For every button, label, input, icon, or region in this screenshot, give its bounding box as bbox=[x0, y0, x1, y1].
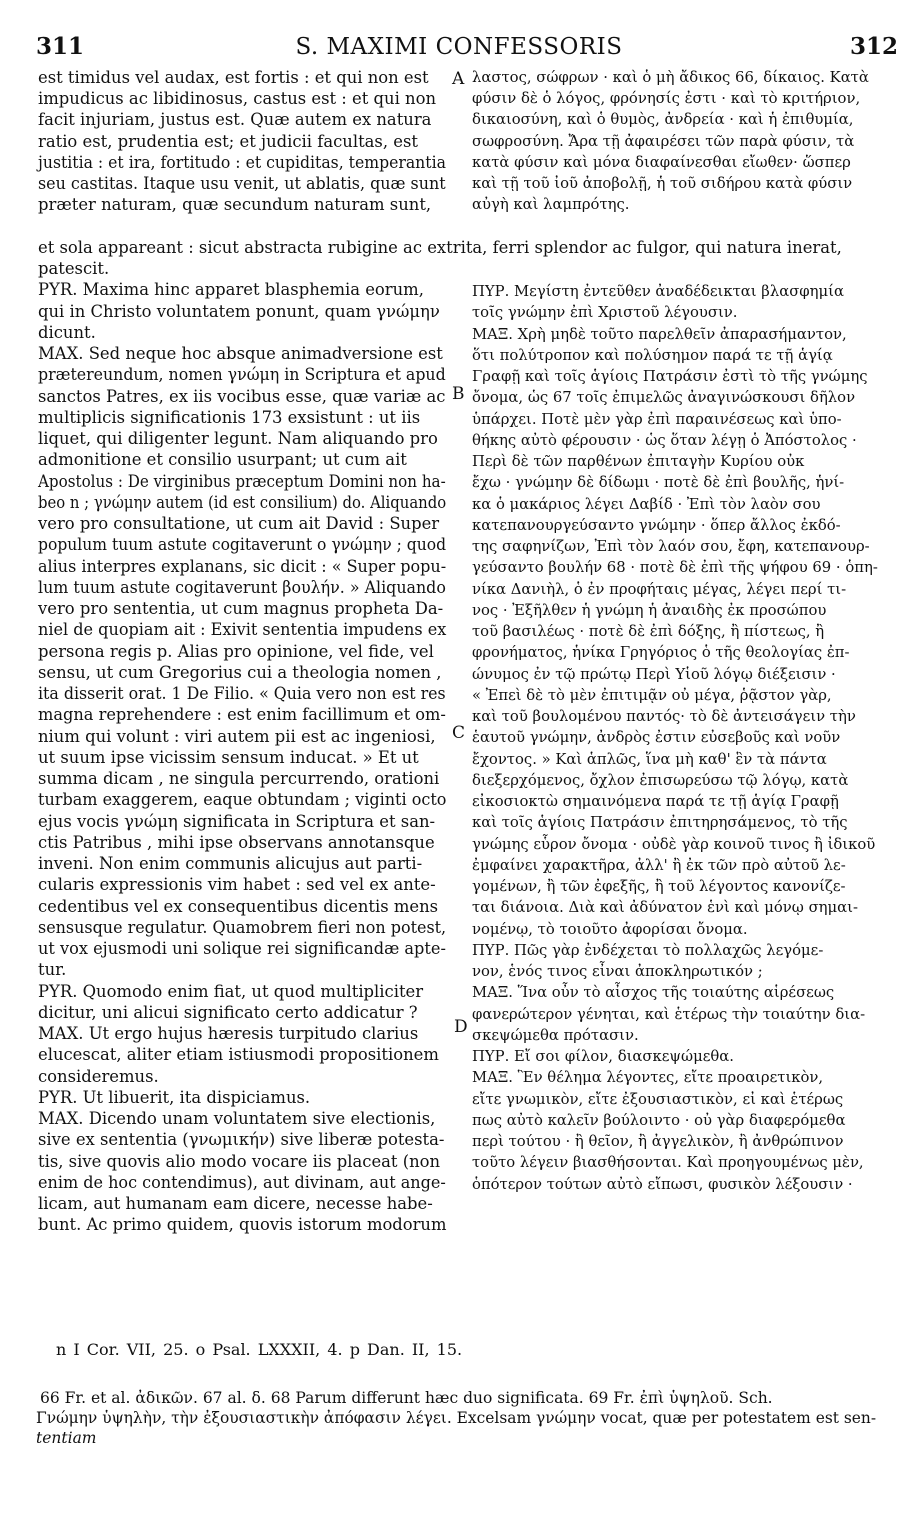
text-line: sensu, ut cum Gregorius cui a theologia nomen , bbox=[38, 662, 442, 682]
text-line: PYR. Ut libuerit, ita dispiciamus. bbox=[38, 1087, 311, 1107]
section-marker-b: B bbox=[452, 384, 465, 404]
text-line: tur. bbox=[38, 960, 67, 980]
text-line: sensusque regulatur. Quamobrem fieri non potest, bbox=[38, 917, 447, 937]
text-line: Γραφῇ καὶ τοῖς ἁγίοις Πατράσιν ἐστὶ τὸ τῆς γνώμης bbox=[472, 368, 868, 385]
text-line: θήκης αὐτὸ φέρουσιν · ὡς ὅταν λέγῃ ὁ Ἀπόστολος · bbox=[472, 431, 857, 449]
text-line: κα ὁ μακάριος λέγει Δαβίδ · Ἐπὶ τὸν λαὸν σου bbox=[472, 495, 821, 513]
text-line: populum tuum astute cogitaverunt o γνώμην ; quod bbox=[38, 535, 447, 555]
text-line: καὶ τοῖς ἁγίοις Πατράσιν ἐπιτηρησάμενος, τὸ τῆς bbox=[472, 814, 848, 832]
text-line: ita disserit orat. 1 De Filio. « Quia vero non est res bbox=[38, 684, 446, 703]
text-line: κατεπανουργεύσαντο γνώμην · ὅπερ ἄλλος ἐκδό- bbox=[472, 516, 841, 534]
text-line: patescit. bbox=[38, 259, 110, 278]
text-line: ὁπότερον τούτων αὐτὸ εἴπωσι, φυσικὸν λέξουσιν · bbox=[472, 1175, 853, 1193]
text-line: ἔχω · γνώμην δὲ δίδωμι · ποτὲ δὲ ἐπὶ βουλῆς, ἡνί- bbox=[472, 474, 845, 492]
text-line: ejus vocis γνώμη significata in Scriptura et san- bbox=[38, 811, 436, 831]
text-line: sanctos Patres, ex iis vocibus esse, quæ variæ ac bbox=[38, 386, 446, 406]
footnote-line: 66 Fr. et al. ἀδικῶν. 67 al. δ. 68 Parum differunt hæc duo significata. 69 Fr. ἐπὶ ὑψηλοῦ. Sch. bbox=[40, 1389, 773, 1407]
text-line: summa dicam , ne singula percurrendo, orationi bbox=[38, 769, 440, 788]
text-line: ὄνομα, ὡς 67 τοῖς ἐπιμελῶς ἀναγινώσκουσι δῆλον bbox=[472, 389, 856, 407]
text-line: dicunt. bbox=[38, 322, 96, 342]
text-line: PYR. Quomodo enim fiat, ut quod multipliciter bbox=[38, 981, 424, 1001]
text-line: vero pro consultatione, ut cum ait David : Super bbox=[38, 514, 440, 533]
text-line: qui in Christo voluntatem ponunt, quam γνώμην bbox=[38, 301, 440, 321]
text-line: ΜΑΞ. Ἓν θέλημα λέγοντες, εἴτε προαιρετικὸν, bbox=[472, 1069, 824, 1087]
running-title: S. MAXIMI CONFESSORIS bbox=[295, 34, 623, 60]
text-line: τοῦτο λέγειν βιασθήσονται. Καὶ προηγουμένως μὲν, bbox=[472, 1154, 864, 1172]
page-number-right: 312 bbox=[849, 33, 898, 60]
text-line: φρονήματος, ἡνίκα Γρηγόριος ὁ τῆς θεολογίας ἐπ- bbox=[472, 644, 850, 662]
text-line: ΜΑΞ. Ἵνα οὖν τὸ αἶσχος τῆς τοιαύτης αἱρέσεως bbox=[472, 984, 835, 1002]
text-line: est timidus vel audax, est fortis : et qui non est bbox=[38, 68, 429, 87]
text-line: turbam exaggerem, eaque obtundam ; viginti octo bbox=[38, 790, 447, 810]
section-marker-d: D bbox=[454, 1017, 468, 1037]
text-line: MAX. Dicendo unam voluntatem sive electionis, bbox=[38, 1109, 436, 1128]
text-line: beo n ; γνώμην autem (id est consilium) do. Aliquando bbox=[38, 492, 447, 512]
text-line: impudicus ac libidinosus, castus est : et qui non bbox=[38, 89, 437, 109]
text-line: γεύσαντο βουλήν 68 · ποτὲ δὲ ἐπὶ τῆς ψήφου 69 · ὁπη- bbox=[472, 559, 878, 577]
text-line: ut suum ipse vicissim sensum inducat. » Et ut bbox=[38, 747, 419, 767]
text-line: consideremus. bbox=[38, 1066, 159, 1086]
text-line: sive ex sententia (γνωμικήν) sive liberæ potesta- bbox=[38, 1130, 445, 1150]
text-line: τοῦ βασιλέως · ποτὲ δὲ ἐπὶ δόξης, ἢ πίστεως, ἢ bbox=[472, 623, 825, 640]
text-line: dicitur, uni alicui significato certo addicatur ? bbox=[38, 1002, 418, 1022]
text-line: licam, aut humanam eam dicere, necesse habe- bbox=[38, 1194, 433, 1213]
text-line: νον, ἑνός τινος εἶναι ἀποκληρωτικόν ; bbox=[472, 963, 763, 980]
text-line: σωφροσύνη. Ἄρα τῇ ἀφαιρέσει τῶν παρὰ φύσιν, τὰ bbox=[472, 132, 855, 150]
text-line: bunt. Ac primo quidem, quovis istorum modorum bbox=[38, 1215, 447, 1235]
text-line: prætereundum, nomen γνώμη in Scriptura et apud bbox=[38, 365, 446, 385]
text-line: multiplicis significationis 173 exsistunt : ut iis bbox=[38, 407, 421, 427]
text-line: persona regis p. Alias pro opinione, vel fide, vel bbox=[38, 641, 434, 661]
text-line: ΠΥΡ. Μεγίστη ἐντεῦθεν ἀναδέδεικται βλασφημία bbox=[472, 283, 844, 300]
footnote-line: tentiam bbox=[36, 1429, 97, 1447]
text-line: περὶ τούτου · ἢ θεῖον, ἢ ἀγγελικὸν, ἢ ἀνθρώπινον bbox=[472, 1133, 844, 1150]
text-line: seu castitas. Itaque usu venit, ut ablatis, quæ sunt bbox=[38, 174, 446, 193]
text-line: alius interpres explanans, sic dicit : « Super popu- bbox=[38, 556, 447, 576]
scripture-references: n I Cor. VII, 25. o Psal. LXXXII, 4. p Dan. II, 15. bbox=[56, 1340, 463, 1359]
text-line: præter naturam, quæ secundum naturam sunt, bbox=[38, 195, 432, 215]
text-line: νίκα Δανιὴλ, ὁ ἐν προφήταις μέγας, λέγει περί τι- bbox=[472, 580, 847, 598]
text-line: αὐγὴ καὶ λαμπρότης. bbox=[472, 196, 630, 214]
text-line: MAX. Sed neque hoc absque animadversione est bbox=[38, 344, 443, 363]
text-line: Apostolus : De virginibus præceptum Domini non ha- bbox=[38, 471, 446, 491]
text-line: εἴτε γνωμικὸν, εἴτε ἐξουσιαστικὸν, εἰ καὶ ἑτέρως bbox=[472, 1090, 844, 1108]
text-line: ΠΥΡ. Πῶς γὰρ ἐνδέχεται τὸ πολλαχῶς λεγόμε- bbox=[472, 941, 824, 959]
text-line: liquet, qui diligenter legunt. Nam aliquando pro bbox=[38, 429, 438, 448]
text-line: ἑαυτοῦ γνώμην, ἀνδρὸς ἐστιν εὐσεβοῦς καὶ νοῦν bbox=[472, 729, 841, 747]
text-line: Περὶ δὲ τῶν παρθένων ἐπιταγὴν Κυρίου οὐκ bbox=[472, 453, 805, 470]
text-line: δικαιοσύνη, καὶ ὁ θυμὸς, ἀνδρεία · καὶ ἡ ἐπιθυμία, bbox=[472, 111, 854, 129]
text-line: PYR. Maxima hinc apparet blasphemia eorum, bbox=[38, 280, 424, 300]
text-line: ratio est, prudentia est; et judicii facultas, est bbox=[38, 131, 418, 151]
text-line: cularis expressionis vim habet : sed vel ex ante- bbox=[38, 875, 436, 895]
text-line: καὶ τοῦ βουλομένου παντός· τὸ δὲ ἀντεισάγειν τὴν bbox=[472, 708, 856, 725]
section-marker-c: C bbox=[452, 723, 466, 743]
text-line: φύσιν δὲ ὁ λόγος, φρόνησίς ἐστι · καὶ τὸ κριτήριον, bbox=[472, 90, 861, 108]
page-number-left: 311 bbox=[36, 33, 85, 60]
text-line: ΠΥΡ. Εἴ σοι φίλον, διασκεψώμεθα. bbox=[472, 1048, 734, 1065]
text-line: magna reprehendere : est enim facillimum et om- bbox=[38, 705, 446, 725]
text-line: ctis Patribus , mihi ipse observans annotansque bbox=[38, 832, 435, 852]
text-line: ὅτι πολύτροπον καὶ πολύσημον παρά τε τῇ ἁγίᾳ bbox=[472, 346, 833, 364]
text-line: cedentibus vel ex consequentibus dicentis mens bbox=[38, 896, 439, 916]
section-marker-a: A bbox=[452, 69, 465, 89]
text-line: « Ἐπεὶ δὲ τὸ μὲν ἐπιτιμᾷν οὐ μέγα, ῥᾷστον γὰρ, bbox=[472, 686, 832, 704]
text-line: σκεψώμεθα πρότασιν. bbox=[472, 1026, 639, 1044]
text-line: elucescat, aliter etiam istiusmodi propositionem bbox=[38, 1045, 439, 1065]
text-line: καὶ τῇ τοῦ ἰοῦ ἀποβολῇ, ἡ τοῦ σιδήρου κατὰ φύσιν bbox=[472, 175, 853, 192]
text-line: admonitione et consilio usurpant; ut cum ait bbox=[38, 450, 407, 470]
text-line: ἔχοντος. » Καὶ ἁπλῶς, ἵνα μὴ καθ' ἓν τὰ πάντα bbox=[472, 750, 827, 768]
footnote-line: Γνώμην ὑψηλὴν, τὴν ἐξουσιαστικὴν ἀπόφασιν λέγει. Excelsam γνώμην vocat, quæ per potestatem est sen- bbox=[36, 1409, 877, 1427]
text-line: γομένων, ἢ τῶν ἐφεξῆς, ἢ τοῦ λέγοντος κανονίζε- bbox=[472, 878, 846, 895]
text-line: enim de hoc contendimus), aut divinam, aut ange- bbox=[38, 1172, 446, 1192]
text-line: facit injuriam, justus est. Quæ autem ex natura bbox=[38, 110, 432, 130]
text-line: ut vox ejusmodi uni solique rei significandæ apte- bbox=[38, 939, 446, 958]
text-line: inveni. Non enim communis alicujus aut parti- bbox=[38, 854, 423, 873]
text-line: τοῖς γνώμην ἐπὶ Χριστοῦ λέγουσιν. bbox=[472, 304, 738, 322]
text-line: γνώμης εὗρον ὄνομα · οὐδὲ γὰρ κοινοῦ τινος ἢ ἰδικοῦ bbox=[472, 835, 876, 853]
text-line: λαστος, σώφρων · καὶ ὁ μὴ ἄδικος 66, δίκαιος. Κατὰ bbox=[472, 69, 869, 86]
text-line: της σαφηνίζων, Ἐπὶ τὸν λαόν σου, ἔφη, κατεπανουρ- bbox=[472, 538, 870, 555]
text-line: MAX. Ut ergo hujus hæresis turpitudo clarius bbox=[38, 1024, 419, 1043]
text-line: διεξερχόμενος, ὄχλον ἐπισωρεύσω τῷ λόγῳ, κατὰ bbox=[472, 771, 849, 789]
text-line: justitia : et ira, fortitudo : et cupiditas, temperantia bbox=[38, 152, 446, 172]
text-line: ΜΑΞ. Χρὴ μηδὲ τοῦτο παρελθεῖν ἀπαρασήμαντον, bbox=[472, 325, 847, 343]
text-line: εἰκοσιοκτὼ σημαινόμενα παρά τε τῇ ἁγίᾳ Γραφῇ bbox=[472, 793, 839, 810]
text-line: lum tuum astute cogitaverunt βουλήν. » Aliquando bbox=[38, 577, 446, 597]
text-line: ὑπάρχει. Ποτὲ μὲν γὰρ ἐπὶ παραινέσεως καὶ ὑπο- bbox=[472, 410, 842, 428]
text-line: ἐμφαίνει χαρακτῆρα, ἀλλ' ἢ ἐκ τῶν πρὸ αὐτοῦ λε- bbox=[472, 856, 846, 874]
text-line: κατὰ φύσιν καὶ μόνα διαφαίνεσθαι εἴωθεν· ὥσπερ bbox=[472, 153, 851, 171]
text-line: tis, sive quovis alio modo vocare iis placeat (non bbox=[38, 1151, 441, 1171]
text-line: φανερώτερον γένηται, καὶ ἑτέρως τὴν τοιαύτην δια- bbox=[472, 1005, 866, 1023]
text-line: πως αὐτὸ καλεῖν βούλοιντο · οὐ γὰρ διαφερόμεθα bbox=[472, 1111, 846, 1129]
text-line: ται διάνοια. Διὰ καὶ ἀδύνατον ἑνὶ καὶ μόνῳ σημαι- bbox=[472, 899, 858, 917]
latin-full-width-line: et sola appareant : sicut abstracta rubigine ac extrita, ferri splendor ac fulgor, qui natura inerat, bbox=[38, 238, 842, 257]
text-line: ώνυμος ἐν τῷ πρώτῳ Περὶ Υἱοῦ λόγῳ διέξεισιν · bbox=[472, 665, 836, 683]
text-line: νομένῳ, τὸ τοιοῦτο ἀφορίσαι ὄνομα. bbox=[472, 920, 748, 938]
text-line: vero pro sententia, ut cum magnus propheta Da- bbox=[38, 599, 444, 618]
text-line: nium qui volunt : viri autem pii est ac ingeniosi, bbox=[38, 726, 436, 746]
text-line: νος · Ἐξῆλθεν ἡ γνώμη ἡ ἀναιδὴς ἐκ προσώπου bbox=[472, 601, 827, 619]
text-line: niel de quopiam ait : Exivit sententia impudens ex bbox=[38, 620, 447, 640]
